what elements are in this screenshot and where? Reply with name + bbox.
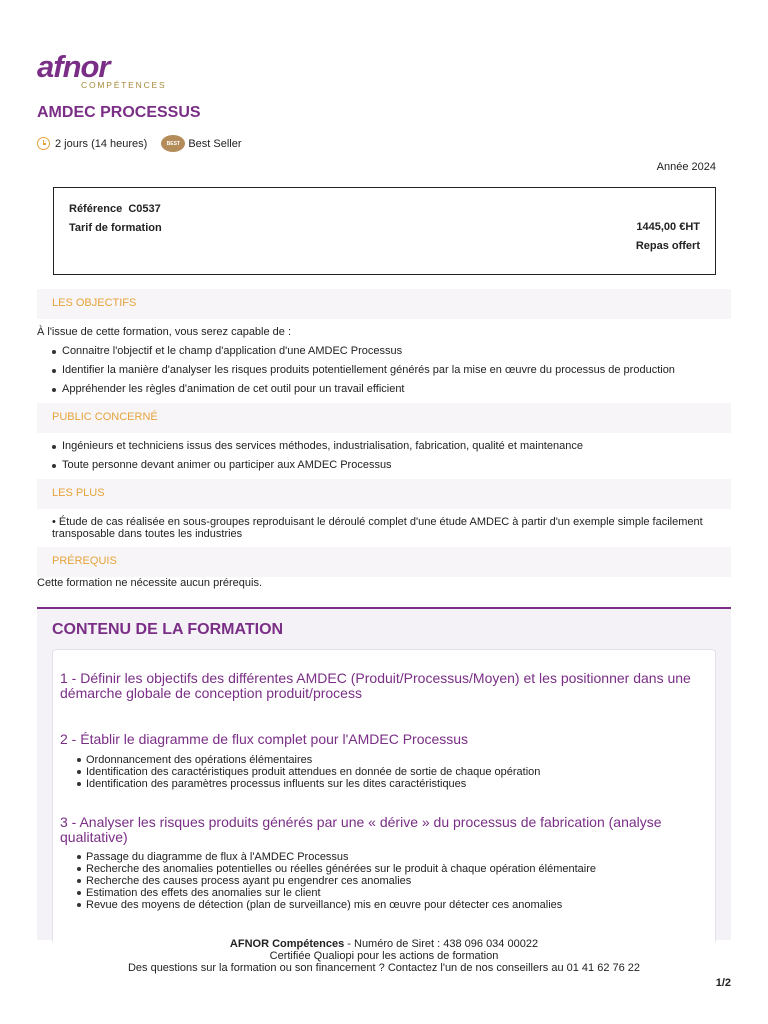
module-item: Ordonnancement des opérations élémentaires <box>86 754 313 766</box>
page-number: 1/2 <box>715 977 731 989</box>
content-section <box>37 607 731 940</box>
year-label: Année 2024 <box>656 161 716 173</box>
logo-wordmark: afnor <box>37 49 110 84</box>
page-title: AMDEC PROCESSUS <box>37 104 201 121</box>
footer-certification: Certifiée Qualiopi pour les actions de formation <box>269 950 499 962</box>
footer-company: AFNOR Compétences <box>229 938 345 950</box>
reference-line <box>69 203 161 215</box>
module-title: 1 - Définir les objectifs des différentes AMDEC (Produit/Processus/Moyen) et les positionner dans une démarche globale de conception produit/process <box>60 670 691 701</box>
objective-item: Connaitre l'objectif et le champ d'application d'une AMDEC Processus <box>52 345 402 357</box>
reference-box <box>53 187 716 275</box>
footer-siret: - Numéro de Siret : 438 096 034 00022 <box>344 938 539 950</box>
reference-label: Référence <box>69 203 123 215</box>
module-title: 2 - Établir le diagramme de flux complet pour l'AMDEC Processus <box>60 731 469 747</box>
module-item: Recherche des anomalies potentielles ou réelles générées sur le produit à chaque opération élémentaire <box>86 863 596 875</box>
best-seller-label: Best Seller <box>188 137 242 150</box>
tarif-label: Tarif de formation <box>69 222 162 234</box>
objective-item: Identifier la manière d'analyser les risques produits potentiellement générés par la mise en œuvre du processus de production <box>52 364 675 376</box>
highlights-text: • Étude de cas réalisée en sous-groupes reproduisant le déroulé complet d'une étude AMDEC à partir d'un exemple simple facilement transposable dans toutes les industries <box>52 516 703 540</box>
content-panel <box>52 649 716 942</box>
highlights-heading: LES PLUS <box>37 479 731 509</box>
footer-company-line <box>0 938 768 950</box>
clock-icon <box>37 137 50 150</box>
audience-item: Toute personne devant animer ou participer aux AMDEC Processus <box>52 459 392 471</box>
module-title: 3 - Analyser les risques produits générés par une « dérive » du processus de fabrication (analyse qualitative) <box>60 814 662 845</box>
prerequisites-heading: PRÉREQUIS <box>37 547 731 577</box>
module-item: Identification des paramètres processus influents sur les dites caractéristiques <box>86 778 467 790</box>
module-item: Passage du diagramme de flux à l'AMDEC Processus <box>86 851 349 863</box>
module-item: Estimation des effets des anomalies sur le client <box>86 887 321 899</box>
best-seller-badge-icon: BEST <box>161 135 185 152</box>
audience-heading: PUBLIC CONCERNÉ <box>37 403 731 433</box>
footer-contact: Des questions sur la formation ou son financement ? Contactez l'un de nos conseillers au 01 41 62 76 22 <box>127 962 641 974</box>
objectives-heading: LES OBJECTIFS <box>37 289 731 319</box>
afnor-logo <box>37 49 177 92</box>
objectives-intro: À l'issue de cette formation, vous serez capable de : <box>37 326 292 338</box>
module-item: Recherche des causes process ayant pu engendrer ces anomalies <box>86 875 412 887</box>
meal-label: Repas offert <box>635 240 700 252</box>
prerequisites-text: Cette formation ne nécessite aucun prérequis. <box>37 577 263 589</box>
objective-item: Appréhender les règles d'animation de cet outil pour un travail efficient <box>52 383 405 395</box>
duration-text: 2 jours (14 heures) <box>55 137 148 150</box>
module-item: Revue des moyens de détection (plan de surveillance) mis en œuvre pour détecter ces anomalies <box>86 899 563 911</box>
content-heading: CONTENU DE LA FORMATION <box>52 621 284 638</box>
logo-subtitle: COMPÉTENCES <box>81 80 167 90</box>
course-meta <box>37 135 242 152</box>
price-value: 1445,00 €HT <box>636 221 700 233</box>
module-item: Identification des caractéristiques produit attendues en donnée de sortie de chaque opération <box>86 766 541 778</box>
audience-item: Ingénieurs et techniciens issus des services méthodes, industrialisation, fabrication, qualité et maintenance <box>52 440 583 452</box>
reference-value: C0537 <box>128 203 161 215</box>
